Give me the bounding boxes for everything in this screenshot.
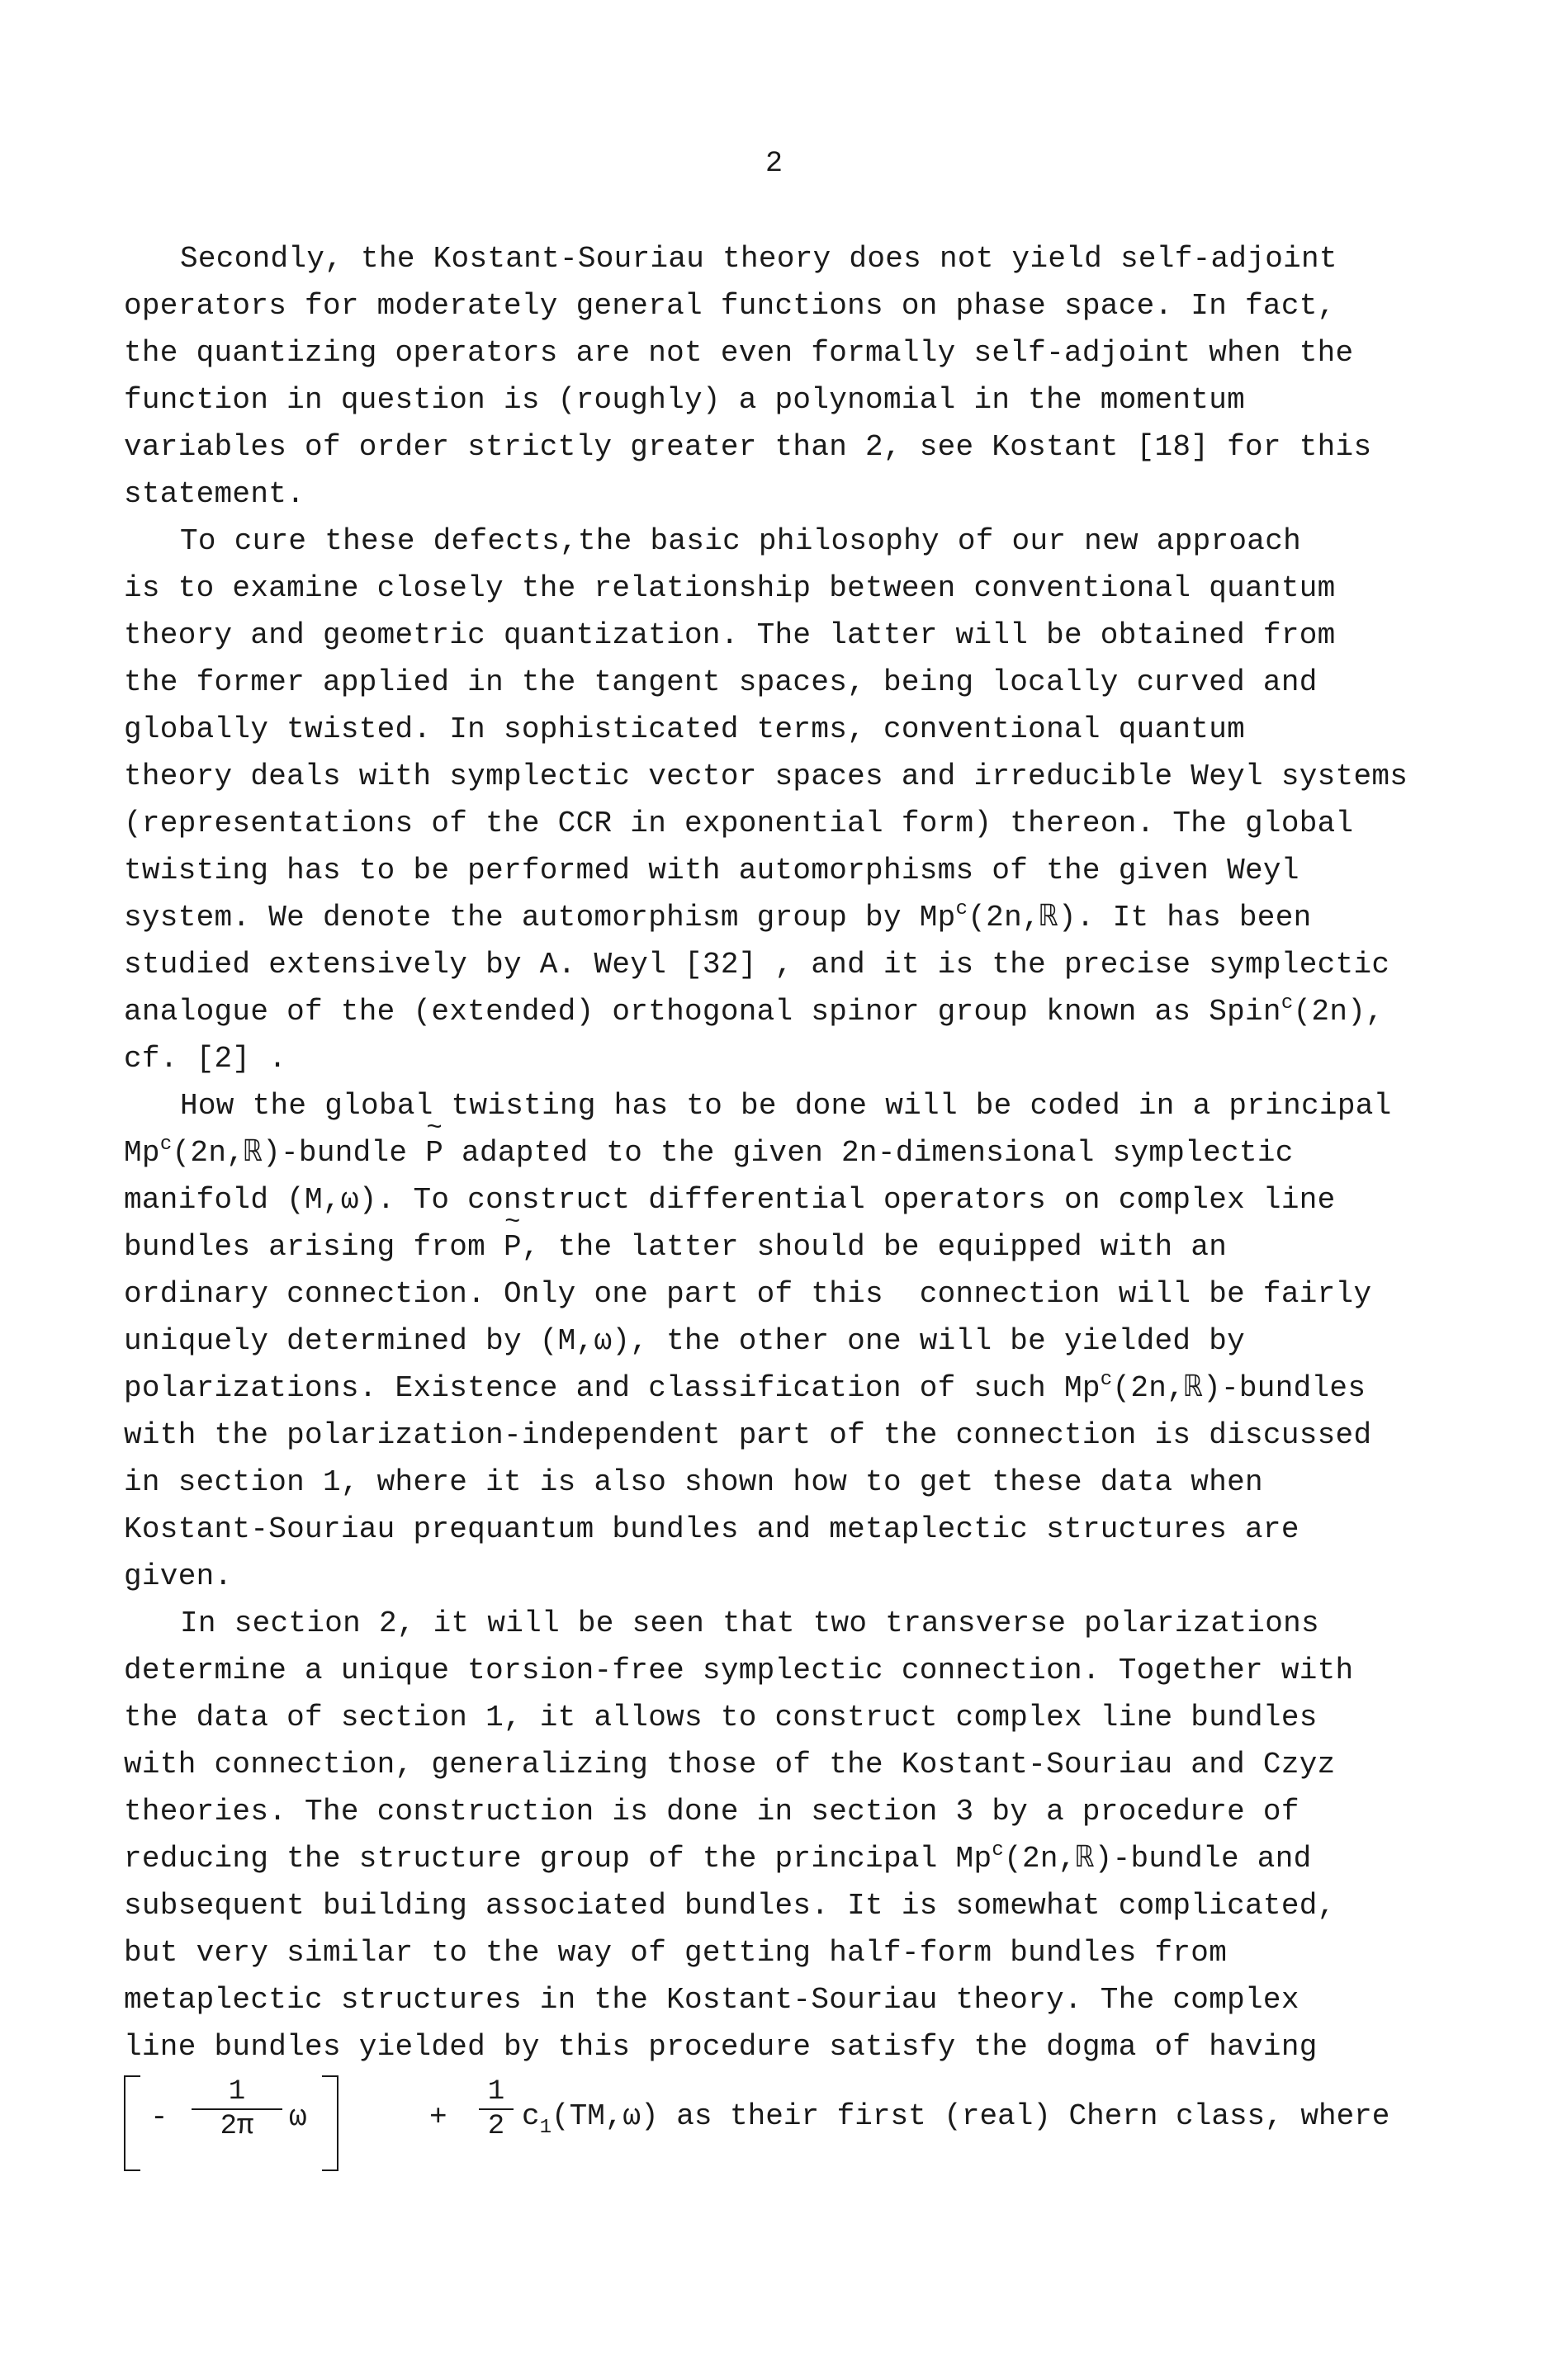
text-segment: (2n,ℝ)-bundles xyxy=(1112,1371,1366,1405)
text-line: the data of section 1, it allows to construct complex line bundles xyxy=(124,1701,1318,1734)
superscript: c xyxy=(1281,992,1294,1015)
text-line xyxy=(124,988,1445,1035)
text-line: the quantizing operators are not even formally self-adjoint when the xyxy=(124,336,1354,370)
plus-sign: + xyxy=(429,2100,447,2134)
text-segment: (2n,ℝ)-bundle xyxy=(172,1136,426,1170)
fraction-numerator: 1 xyxy=(192,2075,282,2110)
text-line: function in question is (roughly) a polynomial in the momentum xyxy=(124,383,1246,417)
document-body xyxy=(124,235,1445,2170)
text-line: To cure these defects,the basic philosophy of our new approach xyxy=(180,524,1302,558)
text-segment: Mp xyxy=(124,1136,160,1170)
text-line: variables of order strictly greater than 2, see Kostant [18] for this xyxy=(124,430,1372,464)
text-line xyxy=(124,1129,1445,1176)
superscript: c xyxy=(992,1839,1005,1862)
text-line: theories. The construction is done in section 3 by a procedure of xyxy=(124,1795,1299,1829)
minus-sign: - xyxy=(150,2100,168,2134)
formula-line xyxy=(124,2075,1445,2170)
text-line xyxy=(124,894,1445,941)
text-line: How the global twisting has to be done will be coded in a principal xyxy=(180,1089,1392,1123)
text-line: studied extensively by A. Weyl [32] , and it is the precise symplectic xyxy=(124,948,1390,982)
text-line: given. xyxy=(124,1559,233,1593)
tilde-symbol: ~ P xyxy=(504,1223,522,1270)
text-line: (representations of the CCR in exponential form) thereon. The global xyxy=(124,807,1354,840)
text-line: is to examine closely the relationship between conventional quantum xyxy=(124,571,1336,605)
text-line: the former applied in the tangent spaces, being locally curved and xyxy=(124,665,1318,699)
tilde-symbol: ~ P xyxy=(425,1129,443,1176)
paragraph-3 xyxy=(124,1082,1445,1600)
text-segment: , the latter should be equipped with an xyxy=(521,1230,1228,1264)
text-segment: system. We denote the automorphism group by Mp xyxy=(124,901,956,934)
text-line: In section 2, it will be seen that two transverse polarizations xyxy=(180,1606,1319,1640)
text-line: in section 1, where it is also shown how to get these data when xyxy=(124,1465,1263,1499)
text-line xyxy=(124,1835,1445,1882)
text-line: determine a unique torsion-free symplectic connection. Together with xyxy=(124,1654,1354,1687)
text-line: manifold (M,ω). To construct differential operators on complex line xyxy=(124,1183,1336,1217)
text-line: uniquely determined by (M,ω), the other one will be yielded by xyxy=(124,1324,1246,1358)
fraction-denominator: 2 xyxy=(487,2111,505,2142)
chern-c: c xyxy=(522,2099,540,2133)
fraction-one-half xyxy=(479,2075,514,2143)
text-segment: (2n), xyxy=(1293,995,1385,1029)
text-line xyxy=(124,1365,1445,1412)
text-line: twisting has to be performed with automorphisms of the given Weyl xyxy=(124,854,1299,887)
fraction-denominator: 2π xyxy=(220,2111,254,2142)
text-line: with connection, generalizing those of the Kostant-Souriau and Czyz xyxy=(124,1748,1336,1781)
text-line: cf. [2] . xyxy=(124,1042,287,1076)
text-segment: adapted to the given 2n-dimensional symplectic xyxy=(443,1136,1294,1170)
text-line: with the polarization-independent part of the connection is discussed xyxy=(124,1418,1372,1452)
text-line: operators for moderately general functions on phase space. In fact, xyxy=(124,289,1336,323)
text-segment: polarizations. Existence and classification of such Mp xyxy=(124,1371,1101,1405)
text-line: but very similar to the way of getting half-form bundles from xyxy=(124,1936,1228,1970)
fraction-numerator: 1 xyxy=(479,2075,514,2110)
formula-tail-text xyxy=(522,2099,1390,2139)
right-bracket xyxy=(322,2075,338,2171)
text-segment: reducing the structure group of the principal Mp xyxy=(124,1842,992,1876)
text-line: line bundles yielded by this procedure satisfy the dogma of having xyxy=(124,2030,1318,2064)
page-number: 2 xyxy=(765,147,783,180)
text-line: theory and geometric quantization. The latter will be obtained from xyxy=(124,618,1336,652)
superscript: c xyxy=(955,898,968,920)
text-line: subsequent building associated bundles. It is somewhat complicated, xyxy=(124,1889,1336,1923)
text-line: ordinary connection. Only one part of this connection will be fairly xyxy=(124,1277,1372,1311)
text-line: Kostant-Souriau prequantum bundles and metaplectic structures are xyxy=(124,1512,1299,1546)
subscript: 1 xyxy=(539,2117,552,2139)
text-line: metaplectic structures in the Kostant-Souriau theory. The complex xyxy=(124,1983,1299,2017)
text-line xyxy=(124,1223,1445,1270)
paragraph-4 xyxy=(124,1600,1445,2070)
text-segment: (TM,ω) as their first (real) Chern class, where xyxy=(552,2099,1390,2133)
text-line: globally twisted. In sophisticated terms, conventional quantum xyxy=(124,712,1246,746)
left-bracket xyxy=(124,2075,140,2171)
text-segment: (2n,ℝ). It has been xyxy=(968,901,1312,934)
paragraph-1 xyxy=(124,235,1445,518)
text-segment: bundles arising from xyxy=(124,1230,504,1264)
paragraph-2 xyxy=(124,518,1445,1082)
text-line: statement. xyxy=(124,477,305,511)
text-segment: (2n,ℝ)-bundle and xyxy=(1004,1842,1312,1876)
text-line: theory deals with symplectic vector spaces and irreducible Weyl systems xyxy=(124,759,1408,793)
omega-symbol: ω xyxy=(289,2100,307,2134)
superscript: c xyxy=(159,1133,173,1156)
text-segment: analogue of the (extended) orthogonal spinor group known as Spin xyxy=(124,995,1281,1029)
fraction-one-over-two-pi xyxy=(192,2075,282,2143)
superscript: c xyxy=(1100,1369,1113,1391)
text-line: Secondly, the Kostant-Souriau theory does not yield self-adjoint xyxy=(180,242,1337,276)
